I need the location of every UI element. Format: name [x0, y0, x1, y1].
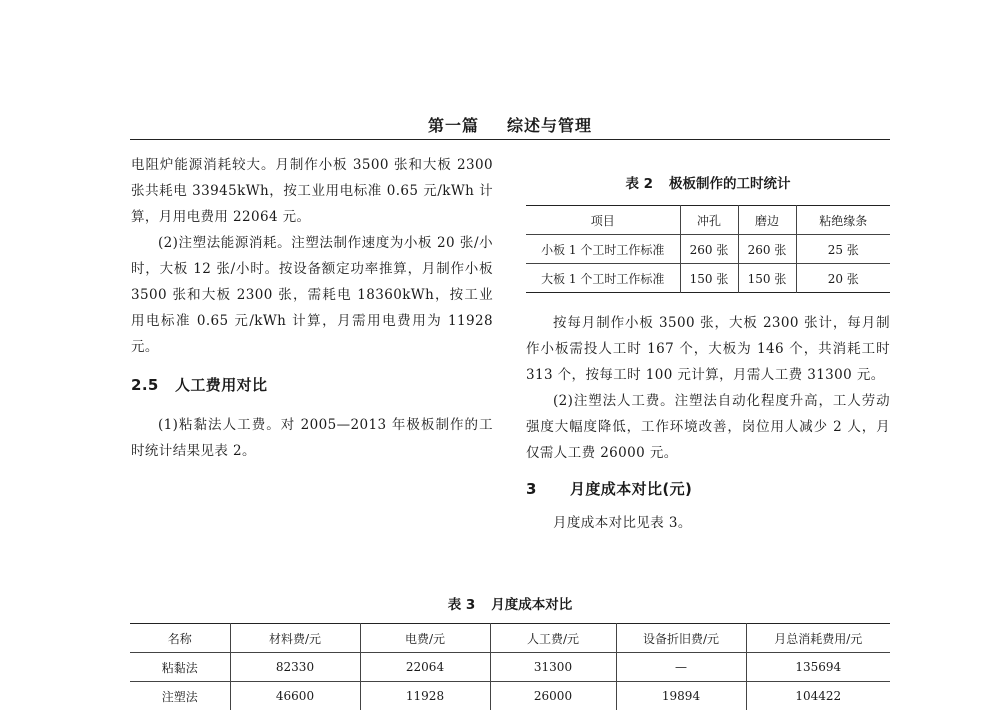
table-cell: 26000: [490, 682, 616, 710]
table-header-cell: 材料费/元: [230, 624, 360, 653]
header-part: 第一篇: [428, 116, 479, 135]
header-title: 综述与管理: [507, 116, 592, 135]
table-cell: 小板 1 个工时工作标准: [526, 235, 680, 264]
table-cell: 注塑法: [130, 682, 230, 710]
left-paragraph-2: (2)注塑法能源消耗。注塑法制作速度为小板 20 张/小时，大板 12 张/小时。按设备额定功率推算，月制作小板 3500 张和大板 2300 张，需耗电 18360kWh，按工业用电标准 0.65 元/kWh 计算，月需用电费用为 11928 元。: [131, 230, 493, 360]
table-row: [526, 235, 890, 264]
header-rule: [130, 139, 890, 140]
left-column: [131, 152, 493, 464]
table-cell: 20 张: [796, 264, 890, 293]
table-cell: 19894: [616, 682, 746, 710]
section-heading-2-5: [131, 372, 493, 398]
table2-caption-number: 表 2: [625, 176, 653, 192]
right-column: [526, 310, 890, 536]
right-paragraph-1: 按每月制作小板 3500 张，大板 2300 张计，每月制作小板需投人工时 167 个，大板为 146 个，共消耗工时 313 个，按每工时 100 元计算，月需人工费 31300 元。: [526, 310, 890, 388]
table-cell: 82330: [230, 653, 360, 682]
table2: [526, 205, 890, 293]
page-header: [130, 113, 890, 136]
table-header-cell: 冲孔: [680, 206, 738, 235]
table-cell: 11928: [360, 682, 490, 710]
table-header-row: [130, 624, 890, 653]
table-cell: 25 张: [796, 235, 890, 264]
table-cell: 150 张: [738, 264, 796, 293]
table-cell: 260 张: [680, 235, 738, 264]
table-cell: 粘黏法: [130, 653, 230, 682]
table2-caption: [526, 172, 890, 192]
table-header-cell: 电费/元: [360, 624, 490, 653]
section-title: 人工费用对比: [175, 376, 267, 394]
section-title: 月度成本对比(元): [570, 480, 692, 498]
table-header-cell: 名称: [130, 624, 230, 653]
table3-caption: [130, 593, 890, 613]
table-cell: 22064: [360, 653, 490, 682]
table-row: [526, 264, 890, 293]
left-paragraph-3: (1)粘黏法人工费。对 2005—2013 年极板制作的工时统计结果见表 2。: [131, 412, 493, 464]
section-number: 3: [526, 476, 570, 502]
table-header-cell: 粘绝缘条: [796, 206, 890, 235]
table-header-row: [526, 206, 890, 235]
table-row: [130, 653, 890, 682]
table-cell: 260 张: [738, 235, 796, 264]
table-cell: 大板 1 个工时工作标准: [526, 264, 680, 293]
table-header-cell: 磨边: [738, 206, 796, 235]
table-cell: 46600: [230, 682, 360, 710]
right-paragraph-2: (2)注塑法人工费。注塑法自动化程度升高，工人劳动强度大幅度降低，工作环境改善，岗位用人减少 2 人，月仅需人工费 26000 元。: [526, 388, 890, 466]
table-cell: 31300: [490, 653, 616, 682]
section-heading-3: [526, 476, 890, 502]
table-cell: 150 张: [680, 264, 738, 293]
table-cell: —: [616, 653, 746, 682]
table3-caption-number: 表 3: [448, 597, 476, 613]
right-paragraph-3: 月度成本对比见表 3。: [526, 510, 890, 536]
table-header-cell: 项目: [526, 206, 680, 235]
table-cell: 104422: [746, 682, 890, 710]
table3-caption-title: 月度成本对比: [491, 597, 572, 613]
table-cell: 135694: [746, 653, 890, 682]
table-header-cell: 设备折旧费/元: [616, 624, 746, 653]
table2-caption-title: 极板制作的工时统计: [669, 176, 791, 192]
table-row: [130, 682, 890, 710]
table-header-cell: 月总消耗费用/元: [746, 624, 890, 653]
left-paragraph-1: 电阻炉能源消耗较大。月制作小板 3500 张和大板 2300 张共耗电 33945kWh，按工业用电标准 0.65 元/kWh 计算，月用电费用 22064 元。: [131, 152, 493, 230]
table3: [130, 623, 890, 710]
section-number: 2.5: [131, 372, 175, 398]
table-header-cell: 人工费/元: [490, 624, 616, 653]
